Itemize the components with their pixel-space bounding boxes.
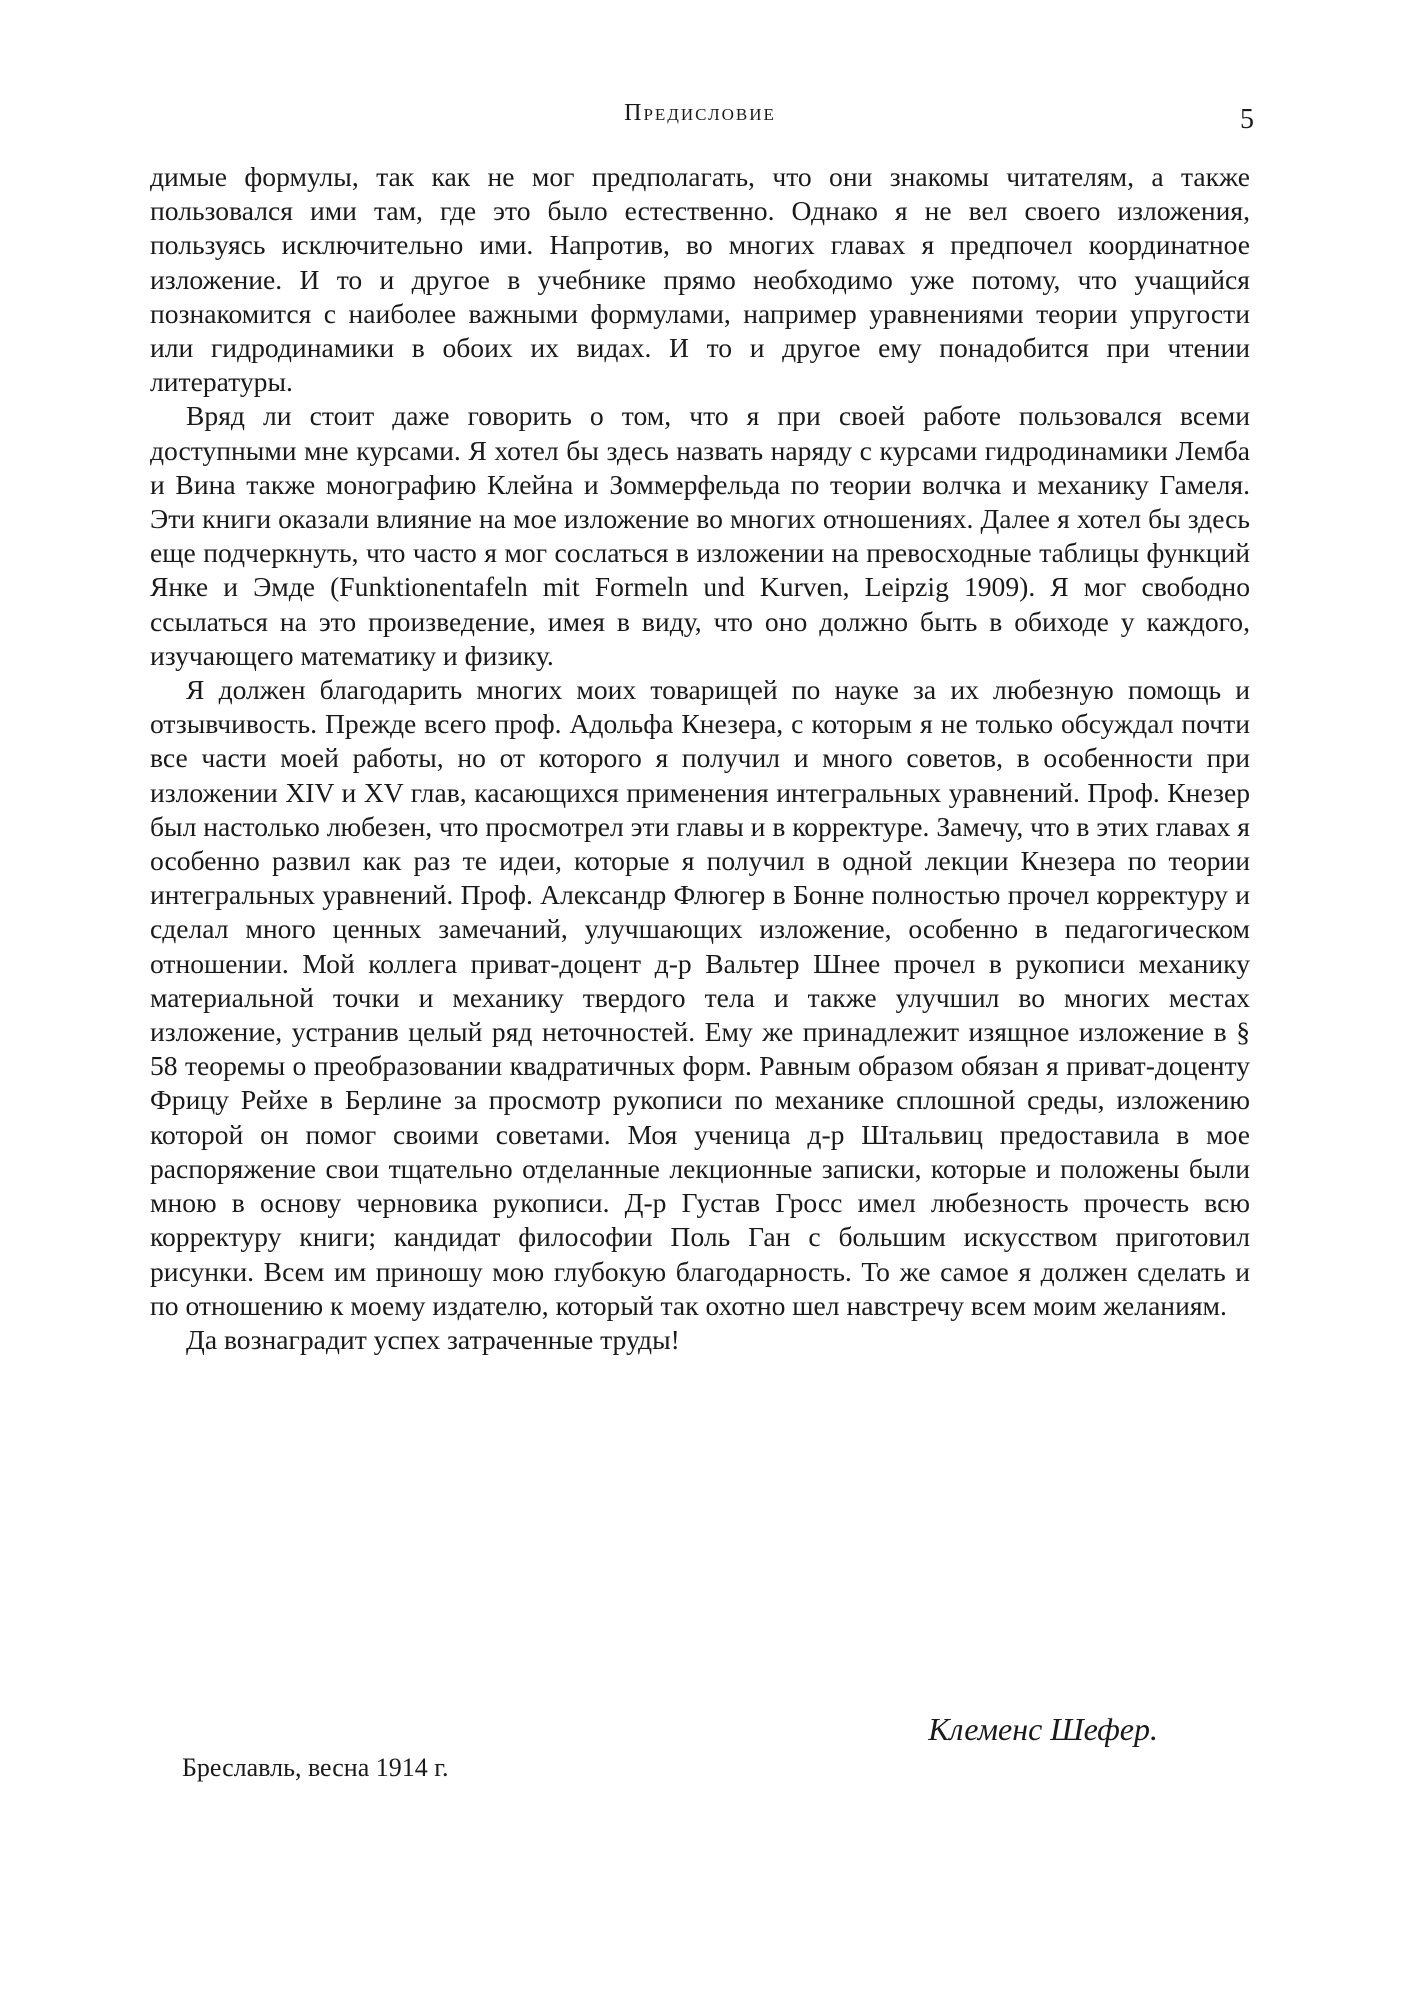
running-head: [150, 96, 1254, 136]
place-date: Бреславль, весна 1914 г.: [182, 1753, 449, 1782]
page-number: 5: [1240, 104, 1254, 135]
author-signature: Клеменс Шефер.: [928, 1711, 1158, 1747]
paragraph-sources: Вряд ли стоит даже говорить о том, что я при своей работе пользовался всеми доступными мне курсами. Я хотел бы здесь назвать наряду с курсами гидродинамики Лемба и Вина также монографию Клейна и Зоммерфельда по теории волчка и механику Гамеля. Эти книги оказали влияние на мое изложение во многих отношениях. Далее я хотел бы здесь еще подчеркнуть, что часто я мог сослаться в изложении на превосходные таблицы функций Янке и Эмде (Funktionentafeln mit Formeln und Kurven, Leipzig 1909). Я мог свободно ссылаться на это произведение, имея в виду, что оно должно быть в обиходе у каждого, изучающего математику и физику.: [150, 400, 1250, 671]
body-text: [150, 160, 1250, 1357]
paragraph-closing-wish: Да вознаградит успех затраченные труды!: [186, 1323, 680, 1355]
running-title: Предисловие: [624, 100, 776, 126]
paragraph-continued: димые формулы, так как не мог предполагать, что они знакомы читателям, а также пользовался ими там, где это было естественно. Однако я не вел своего изложения, пользуясь исключительно ими. Напротив, во многих главах я предпочел координатное изложение. И то и другое в учебнике прямо необходимо уже потому, что учащийся познакомится с наиболее важными формулами, например уравнениями теории упругости или гидродинамики в обоих их видах. И то и другое ему понадобится при чтении литературы.: [150, 161, 1250, 398]
paragraph-acknowledgements: Я должен благодарить многих моих товарищей по науке за их любезную помощь и отзывчивость. Прежде всего проф. Адольфа Кнезера, с которым я не только обсуждал почти все части моей работы, но от которого я получил и много советов, в особенности при изложении XIV и XV глав, касающихся применения интегральных уравнений. Проф. Кнезер был настолько любезен, что просмотрел эти главы и в корректуре. Замечу, что в этих главах я особенно развил как раз те идеи, которые я получил в одной лекции Кнезера по теории интегральных уравнений. Проф. Александр Флюгер в Бонне полностью прочел корректуру и сделал много ценных замечаний, улучшающих изложение, особенно в педагогическом отношении. Мой коллега приват-доцент д-р Вальтер Шнее прочел в рукописи механику материальной точки и механику твердого тела и также улучшил во многих местах изложение, устранив целый ряд неточностей. Ему же принадлежит изящное изложение в § 58 теоремы о преобразовании квадратичных форм. Равным образом обязан я приват-доценту Фрицу Рейхе в Берлине за просмотр рукописи по механике сплошной среды, изложению которой он помог своими советами. Моя ученица д-р Штальвиц предоставила в мое распоряжение свои тщательно отделанные лекционные записки, которые и положены были мною в основу черновика рукописи. Д-р Густав Гросс имел любезность прочесть всю корректуру книги; кандидат философии Поль Ган с большим искусством приготовил рисунки. Всем им приношу мою глубокую благодарность. То же самое я должен сделать и по отношению к моему издателю, который так охотно шел навстречу всем моим желаниям.: [150, 674, 1250, 1321]
